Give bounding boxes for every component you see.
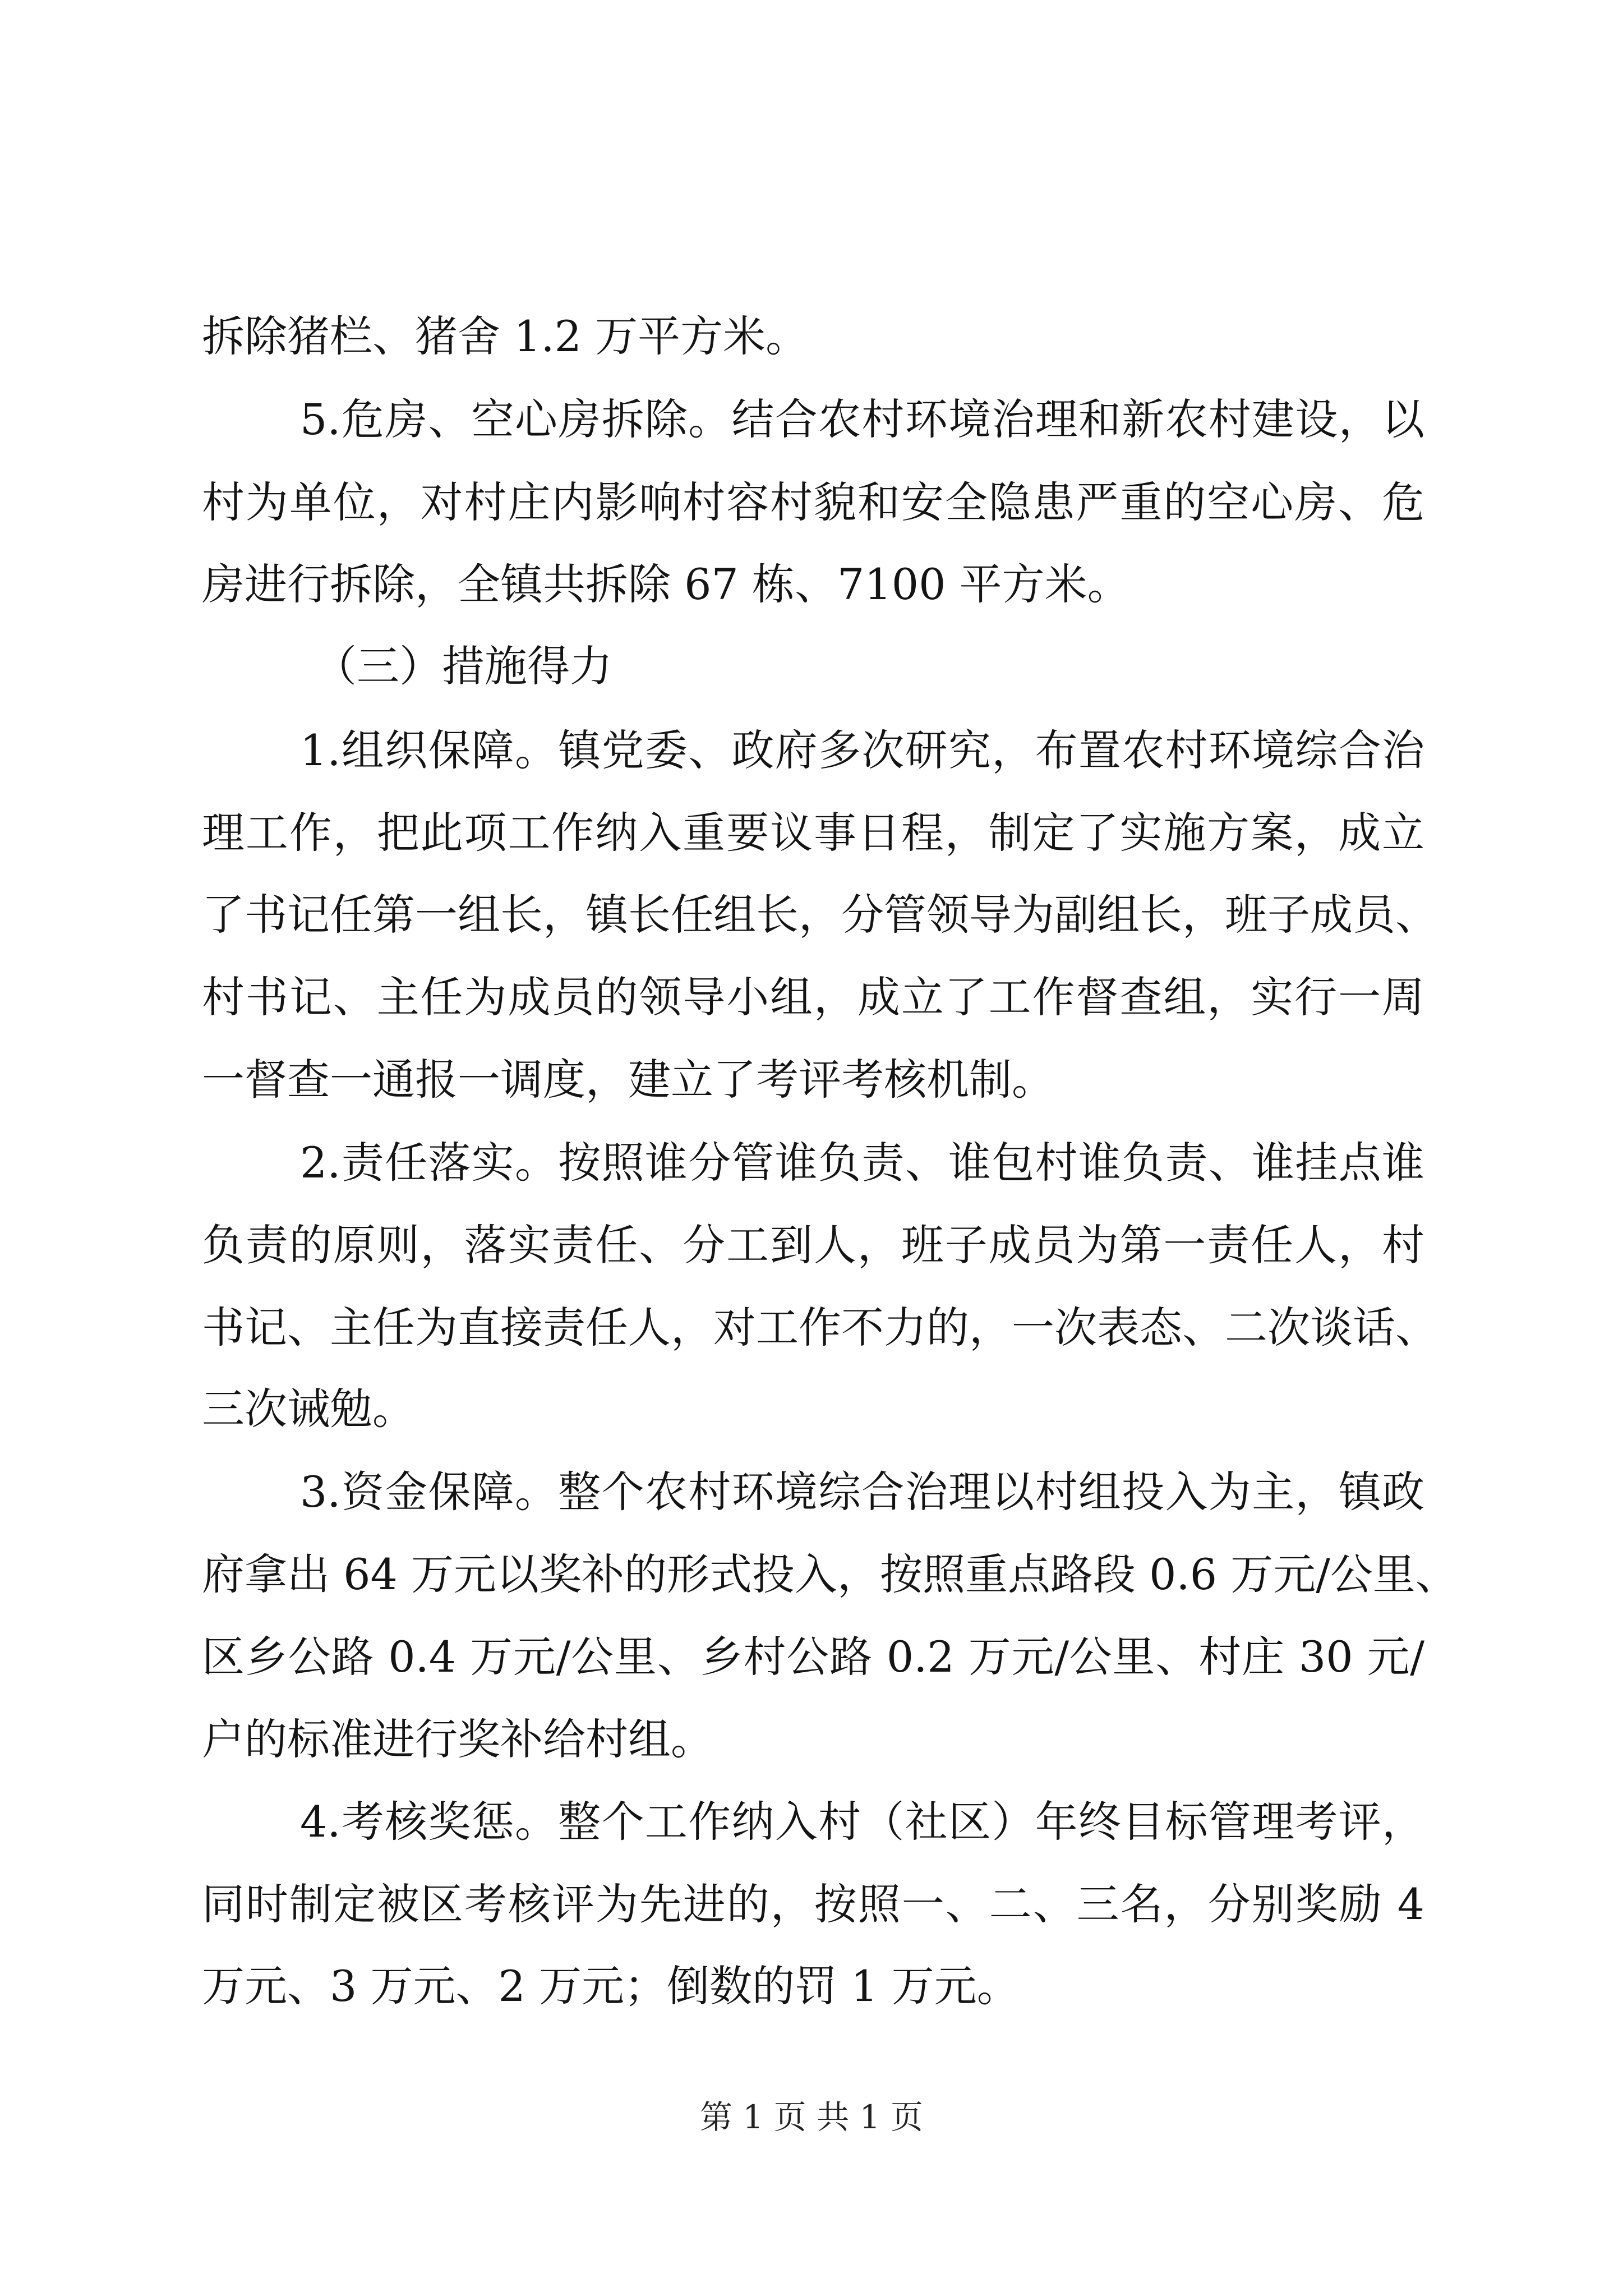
text-line: 4.考核奖惩。整个工作纳入村（社区）年终目标管理考评， — [300, 1797, 1424, 1847]
text-line: 万元、3 万元、2 万元；倒数的罚 1 万元。 — [202, 1961, 1020, 2011]
section-heading: （三）措施得力 — [314, 641, 612, 691]
text-line: 村为单位，对村庄内影响村容村貌和安全隐患严重的空心房、危 — [202, 477, 1424, 527]
text-line: 负责的原则，落实责任、分工到人，班子成员为第一责任人，村 — [202, 1220, 1424, 1270]
text-line: 拆除猪栏、猪舍 1.2 万平方米。 — [202, 311, 809, 361]
text-line: 三次诫勉。 — [202, 1384, 415, 1434]
page-footer: 第 1 页 共 1 页 — [700, 2098, 923, 2136]
text-line: 一督查一通报一调度，建立了考评考核机制。 — [202, 1055, 1054, 1105]
text-line: 3.资金保障。整个农村环境综合治理以村组投入为主，镇政 — [300, 1467, 1424, 1517]
text-line: 户的标准进行奖补给村组。 — [202, 1714, 713, 1764]
text-line: 房进行拆除，全镇共拆除 67 栋、7100 平方米。 — [202, 559, 1130, 609]
text-line: 了书记任第一组长，镇长任组长，分管领导为副组长，班子成员、 — [202, 890, 1438, 940]
text-line: 区乡公路 0.4 万元/公里、乡村公路 0.2 万元/公里、村庄 30 元/ — [202, 1632, 1424, 1682]
text-line: 理工作，把此项工作纳入重要议事日程，制定了实施方案，成立 — [202, 808, 1424, 858]
text-line: 同时制定被区考核评为先进的，按照一、二、三名，分别奖励 4 — [202, 1879, 1424, 1929]
text-line: 1.组织保障。镇党委、政府多次研究，布置农村环境综合治 — [300, 725, 1424, 775]
text-line: 2.责任落实。按照谁分管谁负责、谁包村谁负责、谁挂点谁 — [300, 1138, 1424, 1188]
text-line: 书记、主任为直接责任人，对工作不力的，一次表态、二次谈话、 — [202, 1303, 1438, 1352]
text-line: 5.危房、空心房拆除。结合农村环境治理和新农村建设，以 — [300, 394, 1424, 444]
text-line: 村书记、主任为成员的领导小组，成立了工作督查组，实行一周 — [202, 972, 1424, 1022]
text-line: 府拿出 64 万元以奖补的形式投入，按照重点路段 0.6 万元/公里、 — [202, 1549, 1458, 1599]
